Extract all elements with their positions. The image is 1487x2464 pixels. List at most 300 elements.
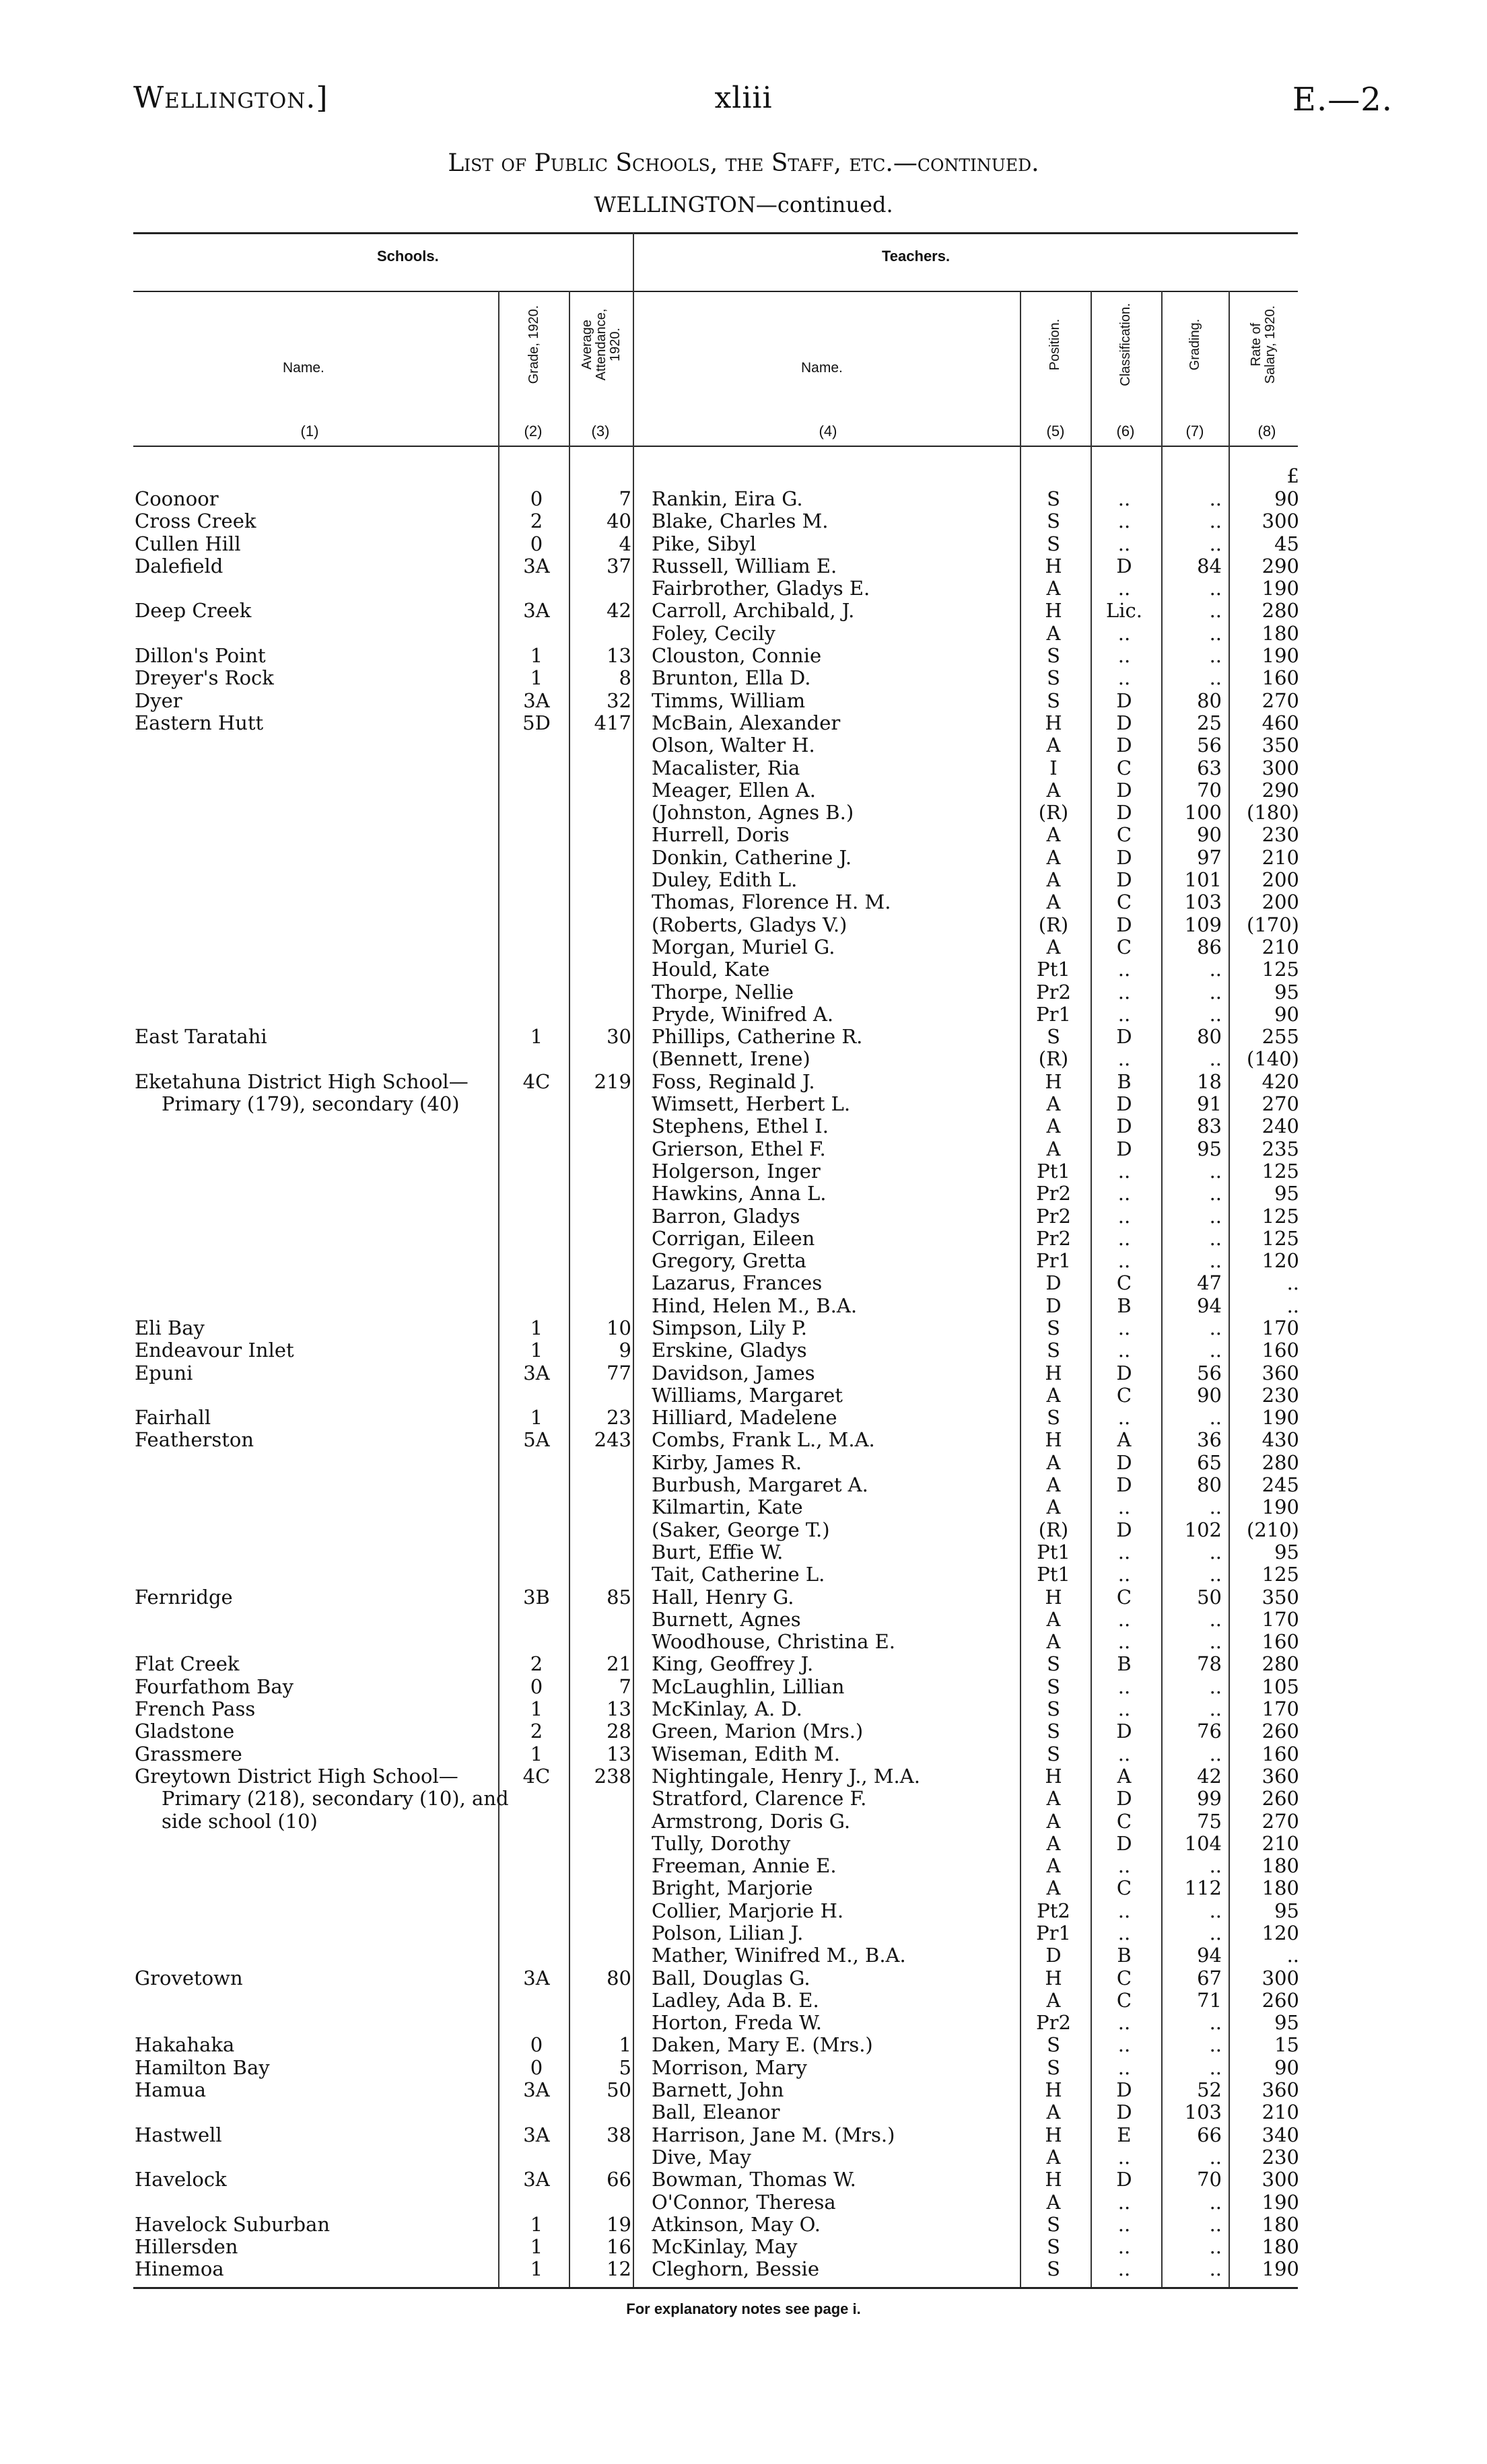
col-grade: Grade, 1920. [526,305,541,384]
cell-grading: 112 [1184,1876,1222,1900]
cell-attendance: 77 [607,1361,631,1384]
table-row [0,1160,1487,1183]
cell-position: D [1045,1294,1062,1317]
cell-grading: .. [1209,1675,1222,1698]
table-row [0,600,1487,622]
cell-position: D [1045,1944,1062,1967]
table-row [0,533,1487,555]
cell-grade: 1 [530,2257,543,2281]
cell-grading: 86 [1197,935,1222,958]
cell-grading: .. [1209,2145,1222,2169]
table-row [0,2012,1487,2034]
cell-attendance: 50 [607,2078,631,2102]
cell-salary: 360 [1261,2078,1299,2102]
cell-classification: .. [1117,1540,1131,1563]
cell-classification: .. [1117,1047,1131,1071]
cell-grading: .. [1209,1226,1222,1250]
col-number-7: (7) [1185,423,1204,439]
cell-classification: .. [1117,1607,1131,1631]
table-row [0,1496,1487,1518]
cell-grading: .. [1209,1249,1222,1273]
table-row [0,1071,1487,1093]
cell-salary: 240 [1261,1115,1299,1138]
cell-grading: 56 [1197,734,1222,757]
cell-classification: .. [1117,577,1131,600]
cell-grade: 1 [530,666,543,690]
cell-grading: .. [1209,1204,1222,1228]
cell-grade: 1 [530,1339,543,1362]
cell-teacher-name: King, Geoffrey J. [652,1652,814,1676]
cell-grading: .. [1209,1316,1222,1339]
cell-attendance: 85 [607,1585,631,1609]
table-row [0,891,1487,913]
cell-grade: 3B [523,1585,550,1609]
table-row [0,1048,1487,1070]
cell-grading: 70 [1197,2168,1222,2191]
cell-classification: .. [1117,2033,1131,2057]
cell-position: Pt1 [1037,1159,1070,1183]
cell-school-name: Deep Creek [135,599,252,623]
cell-salary: 95 [1274,980,1299,1004]
cell-salary: 340 [1261,2123,1299,2146]
cell-grading: 76 [1197,1720,1222,1743]
cell-classification: D [1116,1450,1132,1474]
cell-salary: 230 [1261,2145,1299,2169]
cell-teacher-name: Hould, Kate [652,958,770,981]
cell-attendance: 10 [607,1316,631,1339]
table-row [0,1272,1487,1294]
cell-position: S [1047,509,1060,533]
table-row [0,1429,1487,1451]
table-row [0,1922,1487,1944]
cell-teacher-name: Barnett, John [652,2078,784,2102]
cell-salary: 95 [1274,1182,1299,1205]
cell-grading: 83 [1197,1115,1222,1138]
cell-salary: 125 [1261,1226,1299,1250]
table-row [0,802,1487,824]
cell-classification: .. [1117,1182,1131,1205]
table-row [0,958,1487,981]
table-row [0,1833,1487,1855]
cell-salary: (170) [1247,913,1299,936]
cell-classification: D [1116,1787,1132,1810]
cell-position: A [1046,2101,1061,2124]
table-row [0,2146,1487,2169]
cell-teacher-name: Erskine, Gladys [652,1339,807,1362]
cell-classification: .. [1117,1002,1131,1026]
cell-position: S [1047,1316,1060,1339]
cell-position: A [1046,577,1061,600]
cell-position: H [1045,599,1062,623]
cell-grading: 71 [1197,1988,1222,2012]
cell-school-name: Hamilton Bay [135,2055,270,2079]
cell-classification: D [1116,2101,1132,2124]
cell-teacher-name: Lazarus, Frances [652,1271,823,1295]
cell-classification: .. [1117,1339,1131,1362]
cell-classification: D [1116,2168,1132,2191]
cell-position: Pr2 [1036,1182,1071,1205]
page-header-right: E.—2. [1292,81,1393,118]
table-row [0,667,1487,689]
cell-teacher-name: Morrison, Mary [652,2055,807,2079]
cell-classification: C [1116,935,1132,958]
cell-classification: D [1116,711,1132,734]
cell-grading: .. [1209,621,1222,645]
cell-position: A [1046,1495,1061,1519]
cell-grading: 84 [1197,554,1222,577]
cell-grading: .. [1209,2190,1222,2214]
cell-classification: .. [1117,2190,1131,2214]
cell-position: (R) [1038,913,1069,936]
cell-grading: 103 [1184,890,1222,914]
cell-teacher-name: Burt, Effie W. [652,1540,784,1563]
cell-salary: 125 [1261,1563,1299,1586]
cell-grading: 80 [1197,689,1222,712]
cell-teacher-name: Blake, Charles M. [652,509,829,533]
cell-grading: 52 [1197,2078,1222,2102]
table-row [0,1765,1487,1788]
table-row [0,1339,1487,1362]
cell-position: S [1047,1742,1060,1765]
page-subtitle: WELLINGTON—continued. [594,192,893,217]
cell-teacher-name: Tully, Dorothy [652,1831,791,1855]
cell-classification: .. [1117,980,1131,1004]
cell-attendance: 238 [594,1764,631,1788]
cell-position: Pt1 [1037,1563,1070,1586]
cell-position: (R) [1038,1047,1069,1071]
cell-teacher-name: Phillips, Catherine R. [652,1025,863,1049]
cell-salary: 190 [1261,2190,1299,2214]
cell-classification: .. [1117,487,1131,510]
cell-salary: 290 [1261,554,1299,577]
table-row [0,1967,1487,1990]
cell-teacher-name: Burnett, Agnes [652,1607,801,1631]
cell-salary: 95 [1274,1899,1299,1922]
cell-teacher-name: Donkin, Catherine J. [652,845,852,869]
cell-classification: B [1117,1944,1132,1967]
cell-salary: 300 [1261,756,1299,779]
cell-teacher-name: Kilmartin, Kate [652,1495,803,1519]
cell-classification: C [1116,1966,1132,1990]
cell-teacher-name: Meager, Ellen A. [652,778,816,802]
cell-classification: .. [1117,621,1131,645]
cell-grading: .. [1209,2033,1222,2057]
table-row [0,734,1487,756]
col-number-8: (8) [1257,423,1276,439]
page-number: xliii [714,81,773,115]
cell-grade: 5A [523,1428,550,1452]
cell-classification: C [1116,823,1132,847]
cell-salary: 120 [1261,1922,1299,1944]
cell-teacher-name: Tait, Catherine L. [652,1563,825,1586]
cell-classification: C [1116,1271,1132,1295]
cell-school-name: Coonoor [135,487,219,510]
cell-school-name: Fairhall [135,1406,211,1430]
cell-position: S [1047,2257,1060,2281]
cell-grading: 94 [1197,1294,1222,1317]
cell-grading: 47 [1197,1271,1222,1295]
cell-salary: 120 [1261,1249,1299,1273]
cell-classification: D [1116,845,1132,869]
cell-salary: 170 [1261,1316,1299,1339]
cell-position: (R) [1038,801,1069,824]
table-row [0,2124,1487,2146]
cell-salary: 180 [1261,1876,1299,1900]
cell-position: A [1046,1115,1061,1138]
cell-school-name: Featherston [135,1428,254,1452]
cell-teacher-name: Ball, Eleanor [652,2101,780,2124]
cell-teacher-name: Pike, Sibyl [652,532,757,555]
cell-position: A [1046,1854,1061,1878]
cell-position: S [1047,1697,1060,1721]
cell-grading: 100 [1184,801,1222,824]
cell-school-name: Hastwell [135,2123,222,2146]
cell-teacher-name: Fairbrother, Gladys E. [652,577,870,600]
cell-salary: 180 [1261,2235,1299,2259]
cell-classification: .. [1117,532,1131,555]
cell-attendance: 417 [594,711,631,734]
cell-teacher-name: (Bennett, Irene) [652,1047,810,1071]
cell-grading: .. [1209,2257,1222,2281]
cell-classification: Lic. [1106,599,1142,623]
table-row [0,757,1487,779]
table-row [0,1631,1487,1653]
table-row [0,1855,1487,1877]
table-row [0,1990,1487,2012]
cell-position: I [1049,756,1058,779]
table-row [0,2236,1487,2258]
cell-grading: 63 [1197,756,1222,779]
cell-salary: 160 [1261,1339,1299,1362]
cell-position: A [1046,1630,1061,1654]
cell-teacher-name: Wiseman, Edith M. [652,1742,840,1765]
cell-salary: 160 [1261,666,1299,690]
cell-teacher-name: Simpson, Lily P. [652,1316,807,1339]
cell-attendance: 38 [607,2123,631,2146]
cell-school-name: Dillon's Point [135,644,266,668]
cell-classification: .. [1117,1630,1131,1654]
table-row [0,690,1487,712]
group-teachers: Teachers. [882,248,950,265]
table-row [0,2057,1487,2079]
cell-teacher-name: Stratford, Clarence F. [652,1787,867,1810]
cell-attendance: 28 [607,1720,631,1743]
cell-grading: 90 [1197,823,1222,847]
cell-classification: D [1116,801,1132,824]
cell-classification: .. [1117,1406,1131,1430]
cell-classification: D [1116,1831,1132,1855]
cell-grading: 36 [1197,1428,1222,1452]
table-row [0,847,1487,869]
cell-grading: 101 [1184,868,1222,892]
cell-attendance: 13 [607,1697,631,1721]
cell-grade: 3A [523,2078,550,2102]
cell-salary: 125 [1261,958,1299,981]
cell-salary: 350 [1261,1585,1299,1609]
cell-attendance: 5 [619,2055,631,2079]
cell-grading: .. [1209,1899,1222,1922]
cell-salary: 160 [1261,1742,1299,1765]
cell-classification: D [1116,1518,1132,1541]
cell-teacher-name: Pryde, Winifred A. [652,1002,834,1026]
table-row [0,1407,1487,1429]
cell-position: H [1045,1966,1062,1990]
cell-position: S [1047,2033,1060,2057]
cell-position: D [1045,1271,1062,1295]
cell-attendance: 13 [607,1742,631,1765]
cell-salary: 180 [1261,1854,1299,1878]
cell-attendance: 42 [607,599,631,623]
cell-teacher-name: Macalister, Ria [652,756,800,779]
group-schools: Schools. [377,248,439,265]
cell-salary: 45 [1274,532,1299,555]
cell-classification: .. [1117,2212,1131,2236]
table-row [0,981,1487,1004]
cell-teacher-name: McKinlay, A. D. [652,1697,802,1721]
cell-grade: 1 [530,1406,543,1430]
cell-salary: 300 [1261,509,1299,533]
cell-teacher-name: Ladley, Ada B. E. [652,1988,819,2012]
table-row [0,1900,1487,1922]
cell-teacher-name: McKinlay, May [652,2235,798,2259]
cell-salary: 210 [1261,845,1299,869]
cell-classification: D [1116,689,1132,712]
cell-classification: D [1116,1115,1132,1138]
cell-attendance: 7 [619,487,631,510]
cell-attendance: 7 [619,1675,631,1698]
cell-teacher-name: O'Connor, Theresa [652,2190,836,2214]
cell-position: H [1045,2123,1062,2146]
cell-school-name: Hamua [135,2078,207,2102]
cell-salary: 260 [1261,1787,1299,1810]
cell-classification: .. [1117,1899,1131,1922]
cell-grading: 78 [1197,1652,1222,1676]
cell-teacher-name: Olson, Walter H. [652,734,815,757]
cell-salary: 95 [1274,1540,1299,1563]
header-bottom-rule [133,446,1298,447]
cell-attendance: 8 [619,666,631,690]
cell-classification: .. [1117,958,1131,981]
cell-salary: 90 [1274,487,1299,510]
cell-teacher-name: Brunton, Ella D. [652,666,811,690]
cell-salary: 190 [1261,1406,1299,1430]
cell-salary: (140) [1247,1047,1299,1071]
table-row [0,1720,1487,1743]
cell-position: Pr1 [1036,1249,1071,1273]
cell-grade: 3A [523,554,550,577]
cell-grading: .. [1209,1182,1222,1205]
cell-school-name: Eli Bay [135,1316,205,1339]
cell-grading: .. [1209,666,1222,690]
cell-grading: .. [1209,599,1222,623]
cell-salary: 230 [1261,1383,1299,1407]
cell-position: A [1046,1988,1061,2012]
cell-school-name: side school (10) [162,1809,318,1833]
col-number-5: (5) [1046,423,1065,439]
cell-grading: .. [1209,1854,1222,1878]
cell-salary: 280 [1261,599,1299,623]
cell-teacher-name: Hawkins, Anna L. [652,1182,827,1205]
table-row [0,2034,1487,2056]
cell-classification: D [1116,868,1132,892]
cell-grading: 102 [1184,1518,1222,1541]
cell-salary: 125 [1261,1159,1299,1183]
cell-teacher-name: Burbush, Margaret A. [652,1473,868,1497]
cell-position: Pt1 [1037,958,1070,981]
cell-teacher-name: Hilliard, Madelene [652,1406,837,1430]
cell-position: S [1047,644,1060,668]
cell-salary: 260 [1261,1988,1299,2012]
cell-grade: 1 [530,2235,543,2259]
cell-position: A [1046,1607,1061,1631]
col-attendance: Average Attendance, 1920. [579,308,623,381]
cell-salary: 260 [1261,1720,1299,1743]
cell-school-name: French Pass [135,1697,256,1721]
table-row [0,1384,1487,1407]
cell-position: Pt2 [1037,1899,1070,1922]
cell-position: S [1047,2212,1060,2236]
cell-school-name: Fernridge [135,1585,233,1609]
cell-attendance: 243 [594,1428,631,1452]
cell-school-name: Hillersden [135,2235,238,2259]
cell-classification: .. [1117,2011,1131,2035]
cell-position: S [1047,689,1060,712]
table-row [0,1653,1487,1675]
cell-teacher-name: Cleghorn, Bessie [652,2257,819,2281]
cell-grade: 3A [523,2168,550,2191]
cell-classification: D [1116,1092,1132,1116]
cell-position: A [1046,621,1061,645]
cell-classification: .. [1117,1697,1131,1721]
cell-classification: A [1117,1764,1132,1788]
cell-position: A [1046,1831,1061,1855]
cell-school-name: East Taratahi [135,1025,267,1049]
cell-classification: .. [1117,1675,1131,1698]
cell-position: H [1045,1764,1062,1788]
cell-position: A [1046,935,1061,958]
table-row [0,488,1487,510]
currency-symbol: £ [1286,464,1299,487]
cell-position: Pt1 [1037,1540,1070,1563]
cell-grade: 4C [522,1764,551,1788]
cell-classification: C [1116,1876,1132,1900]
cell-school-name: Eastern Hutt [135,711,264,734]
cell-attendance: 80 [607,1966,631,1990]
cell-position: H [1045,1361,1062,1384]
cell-position: A [1046,1876,1061,1900]
table-row [0,577,1487,600]
cell-teacher-name: Collier, Marjorie H. [652,1899,844,1922]
table-row [0,936,1487,958]
table-row [0,1004,1487,1026]
cell-salary: (180) [1247,801,1299,824]
cell-salary: 255 [1261,1025,1299,1049]
cell-school-name: Primary (179), secondary (40) [162,1092,460,1116]
table-row [0,1743,1487,1765]
cell-position: A [1046,778,1061,802]
cell-teacher-name: Hurrell, Doris [652,823,790,847]
cell-classification: D [1116,2078,1132,2102]
cell-classification: D [1116,1361,1132,1384]
cell-attendance: 19 [607,2212,631,2236]
cell-classification: C [1116,1585,1132,1609]
cell-grading: .. [1209,1922,1222,1944]
cell-teacher-name: Thorpe, Nellie [652,980,794,1004]
cell-classification: D [1116,1025,1132,1049]
cell-position: A [1046,1137,1061,1160]
cell-salary: 200 [1261,890,1299,914]
cell-teacher-name: Polson, Lilian J. [652,1922,804,1944]
